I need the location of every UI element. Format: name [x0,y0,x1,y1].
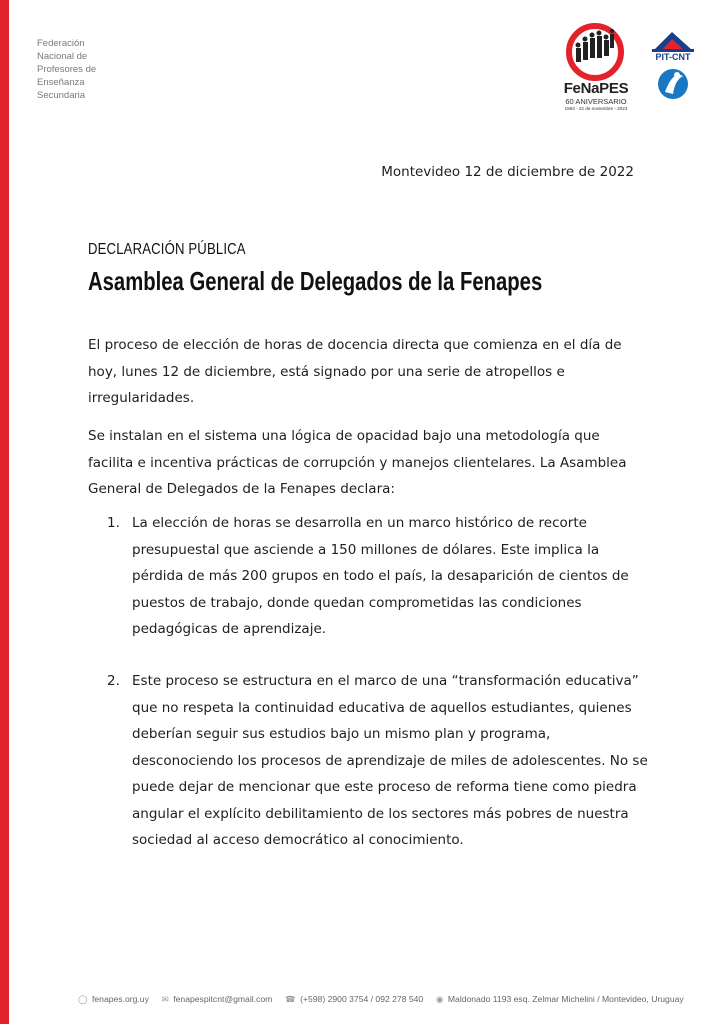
phone-icon: ☎ [285,994,296,1004]
location-pin-icon: ◉ [435,994,444,1004]
fenapes-logo-name: FeNaPES [563,80,629,97]
list-item-number: 1. [107,515,120,531]
org-name-line: Nacional de [37,51,88,62]
declaration-label: DECLARACIÓN PÚBLICA [88,241,246,258]
footer-email: fenapespitcnt@gmail.com [173,994,273,1004]
org-name-line: Federación [37,38,85,49]
globe-icon: ◯ [78,994,88,1004]
paragraph: El proceso de elección de horas de docencia directa que comienza en el día de hoy, lunes 12 de diciembre, está signado por una serie de atropellos e irregularidades. [88,337,622,406]
declaration-title: Asamblea General de Delegados de la Fenapes [88,266,543,296]
pit-cnt-logo [648,30,698,104]
list-item [107,510,652,643]
org-name [37,37,96,102]
pit-cnt-emblem-icon [655,66,691,102]
org-name-line: Enseñanza [37,77,85,88]
list-item-number: 2. [107,673,120,689]
footer-address: Maldonado 1193 esq. Zelmar Michelini / Montevideo, Uruguay [447,994,684,1004]
left-accent-bar [0,0,9,1024]
fenapes-emblem-icon [562,22,628,84]
list-item [107,668,652,854]
org-name-line: Secundaria [37,90,86,101]
footer [78,994,684,1005]
paragraph: Se instalan en el sistema una lógica de opacidad bajo una metodología que facilita e incentiva prácticas de corrupción y manejos clientelares. La Asamblea General de Delegados de la Fenapes declara: [88,428,627,497]
org-name-line: Profesores de [37,64,97,75]
date-line: Montevideo 12 de diciembre de 2022 [381,164,634,180]
fenapes-anniversary-dates: 1963 - 22 de noviembre - 2023 [564,106,628,111]
mail-icon: ✉ [161,994,169,1004]
list-item-text: La elección de horas se desarrolla en un marco histórico de recorte presupuestal que asciende a 150 millones de dólares. Este implica la pérdida de más 200 grupos en todo el país, la desaparición de cientos de puestos de trabajo, donde quedan comprometidas las condiciones pedagógicas de aprendizaje. [132,515,629,637]
list-item-text: Este proceso se estructura en el marco de una “transformación educativa” que no respeta la continuidad educativa de aquellos estudiantes, quienes deberían seguir sus estudios bajo un mismo plan y programa, desconociendo los procesos de aprendizaje de miles de adolescentes. No se puede dejar de mencionar que este proceso de reforma tiene como piedra angular el explícito debilitamiento de los sectores más pobres de nuestra sociedad al acceso democrático al conocimiento. [132,673,648,848]
fenapes-anniversary: 60 ANIVERSARIO [565,97,627,106]
pit-cnt-name: PIT-CNT [655,52,691,62]
footer-phone: (+598) 2900 3754 / 092 278 540 [300,994,424,1004]
pit-cnt-flag-icon [648,30,698,52]
fenapes-logo [554,22,636,118]
footer-website: fenapes.org.uy [92,994,149,1004]
